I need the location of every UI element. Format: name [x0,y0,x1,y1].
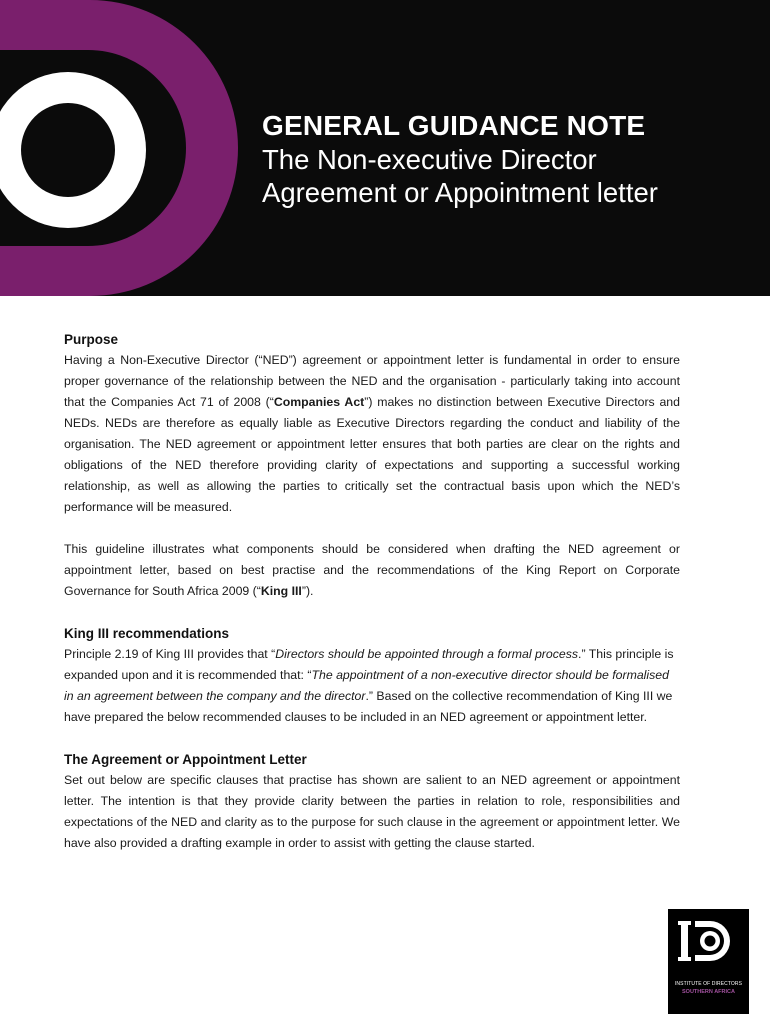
title-block [262,109,658,209]
agreement-paragraph: Set out below are specific clauses that practise has shown are salient to an NED agreement or appointment letter. The intention is that they provide clarity between the parties in relation to role, responsibilities and expectations of the NED and clarity as to the purpose for such clause in the agreement or appointment letter. We have also provided a drafting example in order to assist with getting the clause started. [64,773,680,850]
page-subtitle-line2: Agreement or Appointment letter [262,177,658,208]
page-title: GENERAL GUIDANCE NOTE [262,110,646,141]
iod-logo-icon [668,909,749,979]
page-subtitle-line1: The Non-executive Director [262,144,597,175]
king-heading: King III recommendations [64,626,230,641]
document-body [64,330,680,876]
logo-line-2: SOUTHERN AFRICA [682,989,735,995]
purpose-paragraph-1: Having a Non-Executive Director (“NED”) agreement or appointment letter is fundamental in order to ensure proper governance of the relationship between the NED and the organisation - particularly taking into account that the Companies Act 71 of 2008 (“Companies Act”) makes no distinction between Executive Directors and NEDs. NEDs are therefore as equally liable as Executive Directors regarding the conduct and liability of the organisation. The NED agreement or appointment letter ensures that both parties are clear on the rights and obligations of the NED therefore providing clarity of expectations and supporting a successful working relationship, as well as allowing the parties to critically set the contractual basis upon which the NED’s performance will be measured. [64,353,680,514]
logo-text [668,980,749,996]
king-section [64,624,680,728]
logo-line-1: INSTITUTE OF DIRECTORS [674,981,743,987]
agreement-section [64,750,680,854]
header-banner [0,0,770,296]
purpose-heading: Purpose [64,332,119,347]
agreement-heading: The Agreement or Appointment Letter [64,752,307,767]
iod-logo [668,909,749,1014]
king-paragraph: Principle 2.19 of King III provides that “Directors should be appointed through a formal process.” This principle is expanded upon and it is recommended that: “The appointment of a non-executive director should be formalised in an agreement between the company and the director.” Based on the collective recommendation of King III we have prepared the below recommended clauses to be included in an NED agreement or appointment letter. [64,647,674,724]
purpose-section [64,330,680,602]
purpose-paragraph-2: This guideline illustrates what components should be considered when drafting the NED agreement or appointment letter, based on best practise and the recommendations of the King Report on Corporate Governance for South Africa 2009 (“King III”). [64,542,680,598]
brand-d-mark-icon [0,0,300,296]
